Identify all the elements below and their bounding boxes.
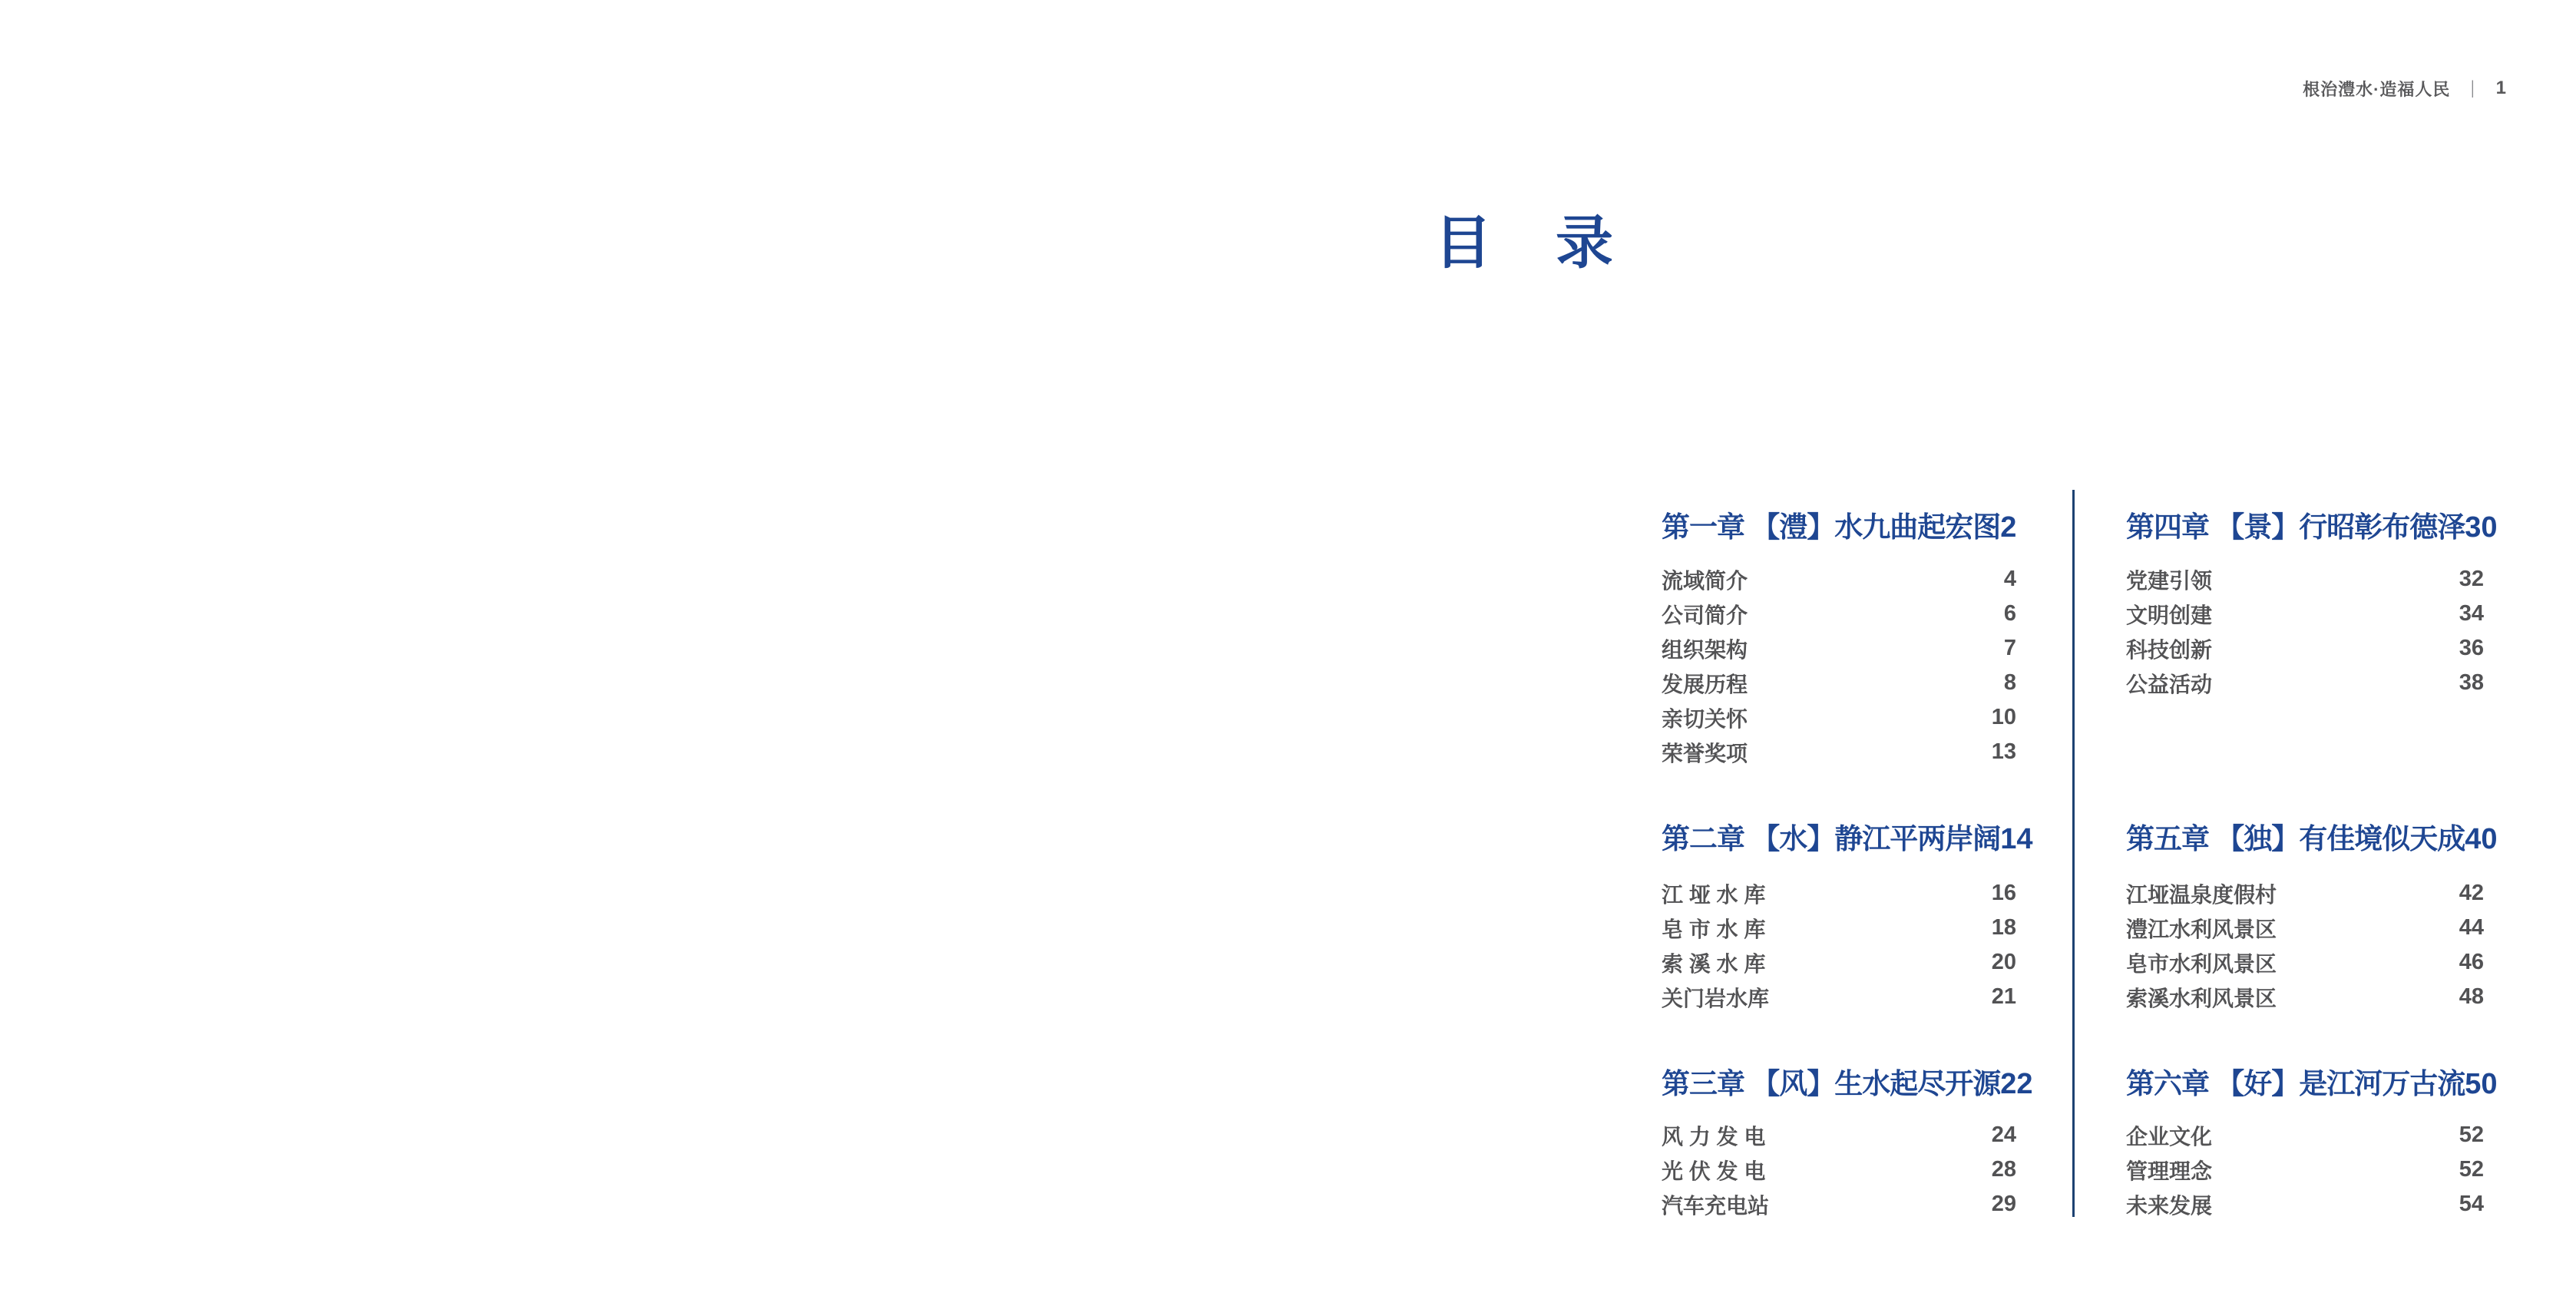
item-page-number: 52 <box>2459 1157 2484 1182</box>
toc-item[interactable] <box>1662 1152 2016 1187</box>
toc-item[interactable] <box>2126 876 2484 911</box>
item-label: 江垭温泉度假村 <box>2126 882 2277 907</box>
item-label: 公益活动 <box>2126 672 2213 696</box>
chapter-item-list <box>2126 876 2484 1014</box>
chapter-title: 第五章 【独】有佳境似天成 <box>2126 823 2465 855</box>
item-label: 管理理念 <box>2126 1159 2213 1183</box>
header-brand-slogan: 根治澧水·造福人民 <box>2303 79 2451 99</box>
header-separator-bar: | <box>2471 78 2475 98</box>
item-page-number: 36 <box>2459 636 2484 660</box>
chapter-title: 第一章 【澧】水九曲起宏图 <box>1662 511 2001 543</box>
item-label: 发展历程 <box>1662 672 1748 696</box>
page-title: 目 录 <box>1434 210 1617 276</box>
item-page-number: 13 <box>1991 739 2016 764</box>
item-label: 荣誉奖项 <box>1662 741 1748 765</box>
item-label: 光 伏 发 电 <box>1662 1159 1766 1183</box>
toc-item[interactable] <box>2126 1118 2484 1152</box>
item-label: 关门岩水库 <box>1662 986 1770 1010</box>
item-label: 公司简介 <box>1662 603 1748 627</box>
chapter-title: 第三章 【风】生水起尽开源 <box>1662 1068 2001 1099</box>
item-page-number: 48 <box>2459 984 2484 1009</box>
item-page-number: 32 <box>2459 567 2484 591</box>
toc-chapter-5 <box>2126 818 2498 1014</box>
toc-item[interactable] <box>1662 735 2016 769</box>
toc-item[interactable] <box>1662 911 2016 945</box>
toc-item[interactable] <box>2126 562 2484 597</box>
toc-item[interactable] <box>2126 597 2484 631</box>
item-page-number: 8 <box>2003 670 2016 695</box>
chapter-item-list <box>1662 562 2016 769</box>
item-page-number: 20 <box>1991 950 2016 974</box>
chapter-page-number: 40 <box>2465 823 2498 855</box>
item-page-number: 24 <box>1991 1122 2016 1147</box>
chapter-heading-row[interactable] <box>2126 818 2498 860</box>
chapter-page-number: 2 <box>2000 511 2017 544</box>
chapter-page-number: 30 <box>2465 511 2498 544</box>
toc-item[interactable] <box>1662 1118 2016 1152</box>
header-page-number: 1 <box>2495 78 2506 98</box>
item-page-number: 6 <box>2003 601 2016 626</box>
item-page-number: 54 <box>2459 1192 2484 1216</box>
item-label: 未来发展 <box>2126 1193 2213 1218</box>
item-page-number: 46 <box>2459 950 2484 974</box>
toc-item[interactable] <box>1662 876 2016 911</box>
item-page-number: 18 <box>1991 915 2016 940</box>
item-page-number: 7 <box>2003 636 2016 660</box>
toc-chapter-1 <box>1662 507 2016 769</box>
toc-item[interactable] <box>2126 666 2484 700</box>
chapter-item-list <box>1662 876 2016 1014</box>
toc-chapter-4 <box>2126 507 2498 700</box>
item-page-number: 52 <box>2459 1122 2484 1147</box>
chapter-heading-row[interactable] <box>1662 507 2016 548</box>
chapter-heading-row[interactable] <box>2126 507 2498 548</box>
toc-chapter-6 <box>2126 1063 2498 1222</box>
toc-item[interactable] <box>2126 631 2484 666</box>
toc-item[interactable] <box>1662 631 2016 666</box>
item-label: 江 垭 水 库 <box>1662 882 1766 907</box>
chapter-heading-row[interactable] <box>1662 818 2033 860</box>
item-page-number: 44 <box>2459 915 2484 940</box>
toc-item[interactable] <box>2126 1187 2484 1222</box>
chapter-title: 第四章 【景】行昭彰布德泽 <box>2126 511 2465 543</box>
toc-chapter-3 <box>1662 1063 2033 1222</box>
chapter-title: 第六章 【好】是江河万古流 <box>2126 1068 2465 1099</box>
toc-item[interactable] <box>1662 1187 2016 1222</box>
item-label: 文明创建 <box>2126 603 2213 627</box>
item-label: 澧江水利风景区 <box>2126 917 2277 941</box>
toc-item[interactable] <box>1662 945 2016 980</box>
toc-item[interactable] <box>1662 562 2016 597</box>
chapter-title: 第二章 【水】静江平两岸阔 <box>1662 823 2001 855</box>
toc-column-left <box>1662 0 2033 1306</box>
column-divider <box>2072 490 2075 1217</box>
item-label: 汽车充电站 <box>1662 1193 1770 1218</box>
item-label: 党建引领 <box>2126 568 2213 593</box>
item-label: 亲切关怀 <box>1662 706 1748 731</box>
chapter-item-list <box>2126 1118 2484 1222</box>
item-page-number: 10 <box>1991 705 2016 729</box>
item-label: 皂市水利风景区 <box>2126 951 2277 976</box>
item-label: 风 力 发 电 <box>1662 1124 1766 1149</box>
item-page-number: 4 <box>2003 567 2016 591</box>
toc-item[interactable] <box>2126 980 2484 1014</box>
item-label: 皂 市 水 库 <box>1662 917 1766 941</box>
chapter-heading-row[interactable] <box>1662 1063 2033 1105</box>
chapter-heading-row[interactable] <box>2126 1063 2498 1105</box>
item-label: 流域简介 <box>1662 568 1748 593</box>
item-page-number: 28 <box>1991 1157 2016 1182</box>
toc-item[interactable] <box>1662 980 2016 1014</box>
item-label: 企业文化 <box>2126 1124 2213 1149</box>
toc-item[interactable] <box>1662 597 2016 631</box>
chapter-item-list <box>2126 562 2484 700</box>
toc-item[interactable] <box>2126 945 2484 980</box>
item-page-number: 29 <box>1991 1192 2016 1216</box>
chapter-page-number: 14 <box>2000 823 2033 855</box>
item-label: 科技创新 <box>2126 637 2213 662</box>
item-label: 组织架构 <box>1662 637 1748 662</box>
toc-item[interactable] <box>2126 911 2484 945</box>
item-page-number: 38 <box>2459 670 2484 695</box>
toc-item[interactable] <box>1662 700 2016 735</box>
item-label: 索 溪 水 库 <box>1662 951 1766 976</box>
item-page-number: 42 <box>2459 881 2484 905</box>
toc-item[interactable] <box>1662 666 2016 700</box>
chapter-item-list <box>1662 1118 2016 1222</box>
toc-chapter-2 <box>1662 818 2033 1014</box>
item-page-number: 34 <box>2459 601 2484 626</box>
chapter-page-number: 50 <box>2465 1068 2498 1100</box>
item-label: 索溪水利风景区 <box>2126 986 2277 1010</box>
item-page-number: 21 <box>1991 984 2016 1009</box>
toc-item[interactable] <box>2126 1152 2484 1187</box>
item-page-number: 16 <box>1991 881 2016 905</box>
chapter-page-number: 22 <box>2000 1068 2033 1100</box>
toc-column-right <box>2126 0 2498 1306</box>
